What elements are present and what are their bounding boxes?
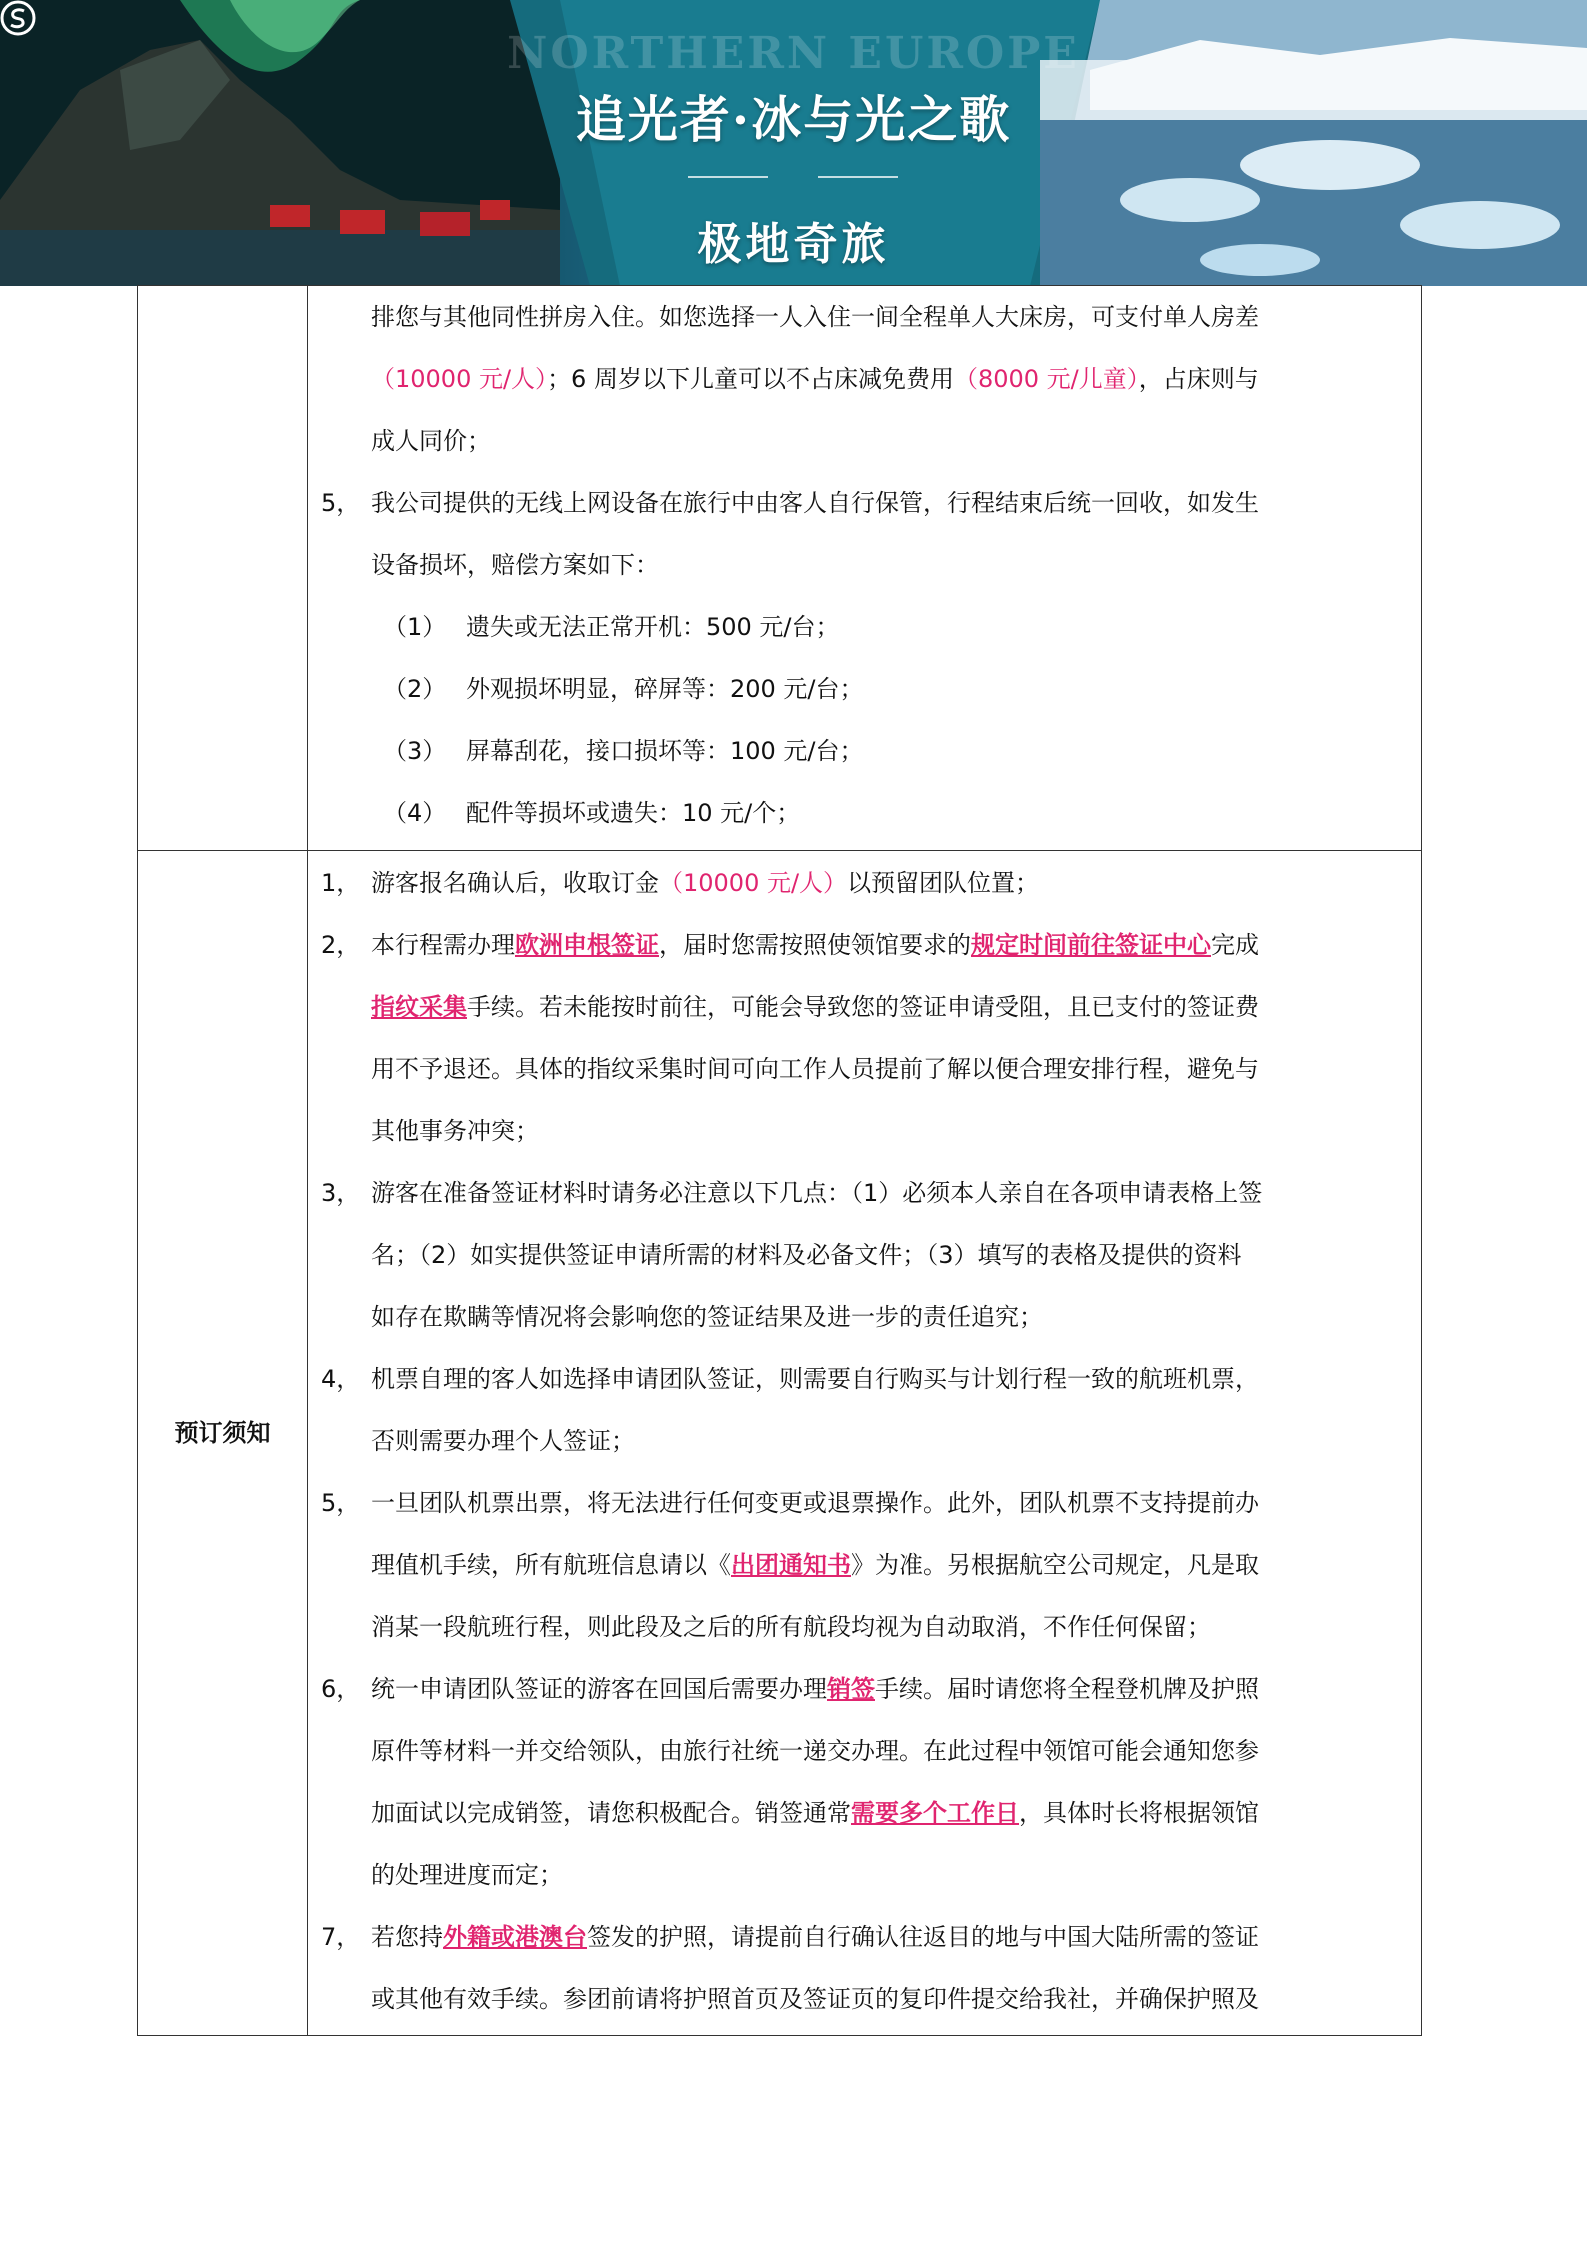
booking-item-5-line-3: 消某一段航班行程，则此段及之后的所有航段均视为自动取消，不作任何保留； [371,1613,1211,1641]
booking-item-1: 游客报名确认后，收取订金（10000 元/人）以预留团队位置； [371,869,1040,897]
booking-item-5-line-1: 一旦团队机票出票，将无法进行任何变更或退票操作。此外，团队机票不支持提前办 [371,1489,1259,1517]
banner-subtitle: 极地奇旅 [697,219,890,270]
info-table [137,285,1422,2036]
banner-title: 追光者·冰与光之歌 [575,90,1012,149]
booking-item-4-line-1: 机票自理的客人如选择申请团队签证，则需要自行购买与计划行程一致的航班机票， [371,1365,1259,1393]
list-number: 5， [321,1489,361,1517]
booking-item-2-line-2: 指纹采集手续。若未能按时前往，可能会导致您的签证申请受阻，且已支付的签证费 [371,993,1259,1021]
booking-item-3-line-1: 游客在准备签证材料时请务必注意以下几点：（1）必须本人亲自在各项申请表格上签 [371,1179,1263,1207]
booking-item-2-line-1: 本行程需办理欧洲申根签证，届时您需按照使领馆要求的规定时间前往签证中心完成 [371,931,1259,959]
visa-cancel-highlight: 销签 [827,1675,875,1703]
list-number: 3， [321,1179,361,1207]
banner-divider-left [688,176,768,178]
sub-item-number: （1） [383,613,447,641]
booking-item-4-line-2: 否则需要办理个人签证； [371,1427,635,1455]
sub-item-number: （4） [383,799,447,827]
sub-item-text: 屏幕刮花，接口损坏等：100 元/台； [466,737,864,765]
room-note-line-3: 成人同价； [371,427,491,455]
banner-background-text: NORTHERN EUROPE [507,28,1080,79]
list-number: 6， [321,1675,361,1703]
list-number: 1， [321,869,361,897]
booking-item-6-line-4: 的处理进度而定； [371,1861,563,1889]
banner-divider-right [818,176,898,178]
booking-item-2-line-3: 用不予退还。具体的指纹采集时间可向工作人员提前了解以便合理安排行程，避免与 [371,1055,1259,1083]
header-banner [0,0,1587,286]
sub-item-number: （3） [383,737,447,765]
foreign-passport-highlight: 外籍或港澳台 [443,1923,587,1951]
device-note-line-1: 我公司提供的无线上网设备在旅行中由客人自行保管，行程结束后统一回收，如发生 [371,489,1259,517]
sub-item-text: 遗失或无法正常开机：500 元/台； [466,613,840,641]
booking-item-3-line-2: 名；（2）如实提供签证申请所需的材料及必备文件；（3）填写的表格及提供的资料 [371,1241,1242,1269]
booking-item-6-line-1: 统一申请团队签证的游客在回国后需要办理销签手续。届时请您将全程登机牌及护照 [371,1675,1259,1703]
single-room-fee: （10000 元/人） [371,365,548,393]
brand-logo-icon [0,0,36,36]
room-note-line-2: （10000 元/人）；6 周岁以下儿童可以不占床减免费用（8000 元/儿童），占床则与 [371,365,1259,393]
fingerprint-highlight: 指纹采集 [371,993,467,1021]
deposit-amount: （10000 元/人） [659,869,848,897]
list-number: 5， [321,489,361,517]
sub-item-number: （2） [383,675,447,703]
booking-item-7-line-1: 若您持外籍或港澳台签发的护照，请提前自行确认往返目的地与中国大陆所需的签证 [371,1923,1259,1951]
booking-item-6-line-2: 原件等材料一并交给领队，由旅行社统一递交办理。在此过程中领馆可能会通知您参 [371,1737,1259,1765]
row-label-booking-notes: 预订须知 [174,1419,271,1447]
sub-item-text: 配件等损坏或遗失：10 元/个； [466,799,801,827]
column-divider [307,286,308,2035]
row-divider [138,850,1421,851]
working-days-highlight: 需要多个工作日 [851,1799,1019,1827]
sub-item-text: 外观损坏明显，碎屏等：200 元/台； [466,675,864,703]
list-number: 7， [321,1923,361,1951]
booking-item-6-line-3: 加面试以完成销签，请您积极配合。销签通常需要多个工作日，具体时长将根据领馆 [371,1799,1259,1827]
booking-item-2-line-4: 其他事务冲突； [371,1117,539,1145]
schengen-visa-highlight: 欧洲申根签证 [515,931,659,959]
room-note-line-1: 排您与其他同性拼房入住。如您选择一人入住一间全程单人大床房，可支付单人房差 [371,303,1259,331]
departure-notice-highlight: 出团通知书 [731,1551,851,1579]
booking-item-5-line-2: 理值机手续，所有航班信息请以《出团通知书》为准。另根据航空公司规定，凡是取 [371,1551,1259,1579]
visa-center-highlight: 规定时间前往签证中心 [971,931,1211,959]
list-number: 2， [321,931,361,959]
child-fee: （8000 元/儿童） [953,365,1139,393]
booking-item-3-line-3: 如存在欺瞒等情况将会影响您的签证结果及进一步的责任追究； [371,1303,1043,1331]
booking-item-7-line-2: 或其他有效手续。参团前请将护照首页及签证页的复印件提交给我社，并确保护照及 [371,1985,1259,2013]
device-note-line-2: 设备损坏，赔偿方案如下： [371,551,659,579]
list-number: 4， [321,1365,361,1393]
